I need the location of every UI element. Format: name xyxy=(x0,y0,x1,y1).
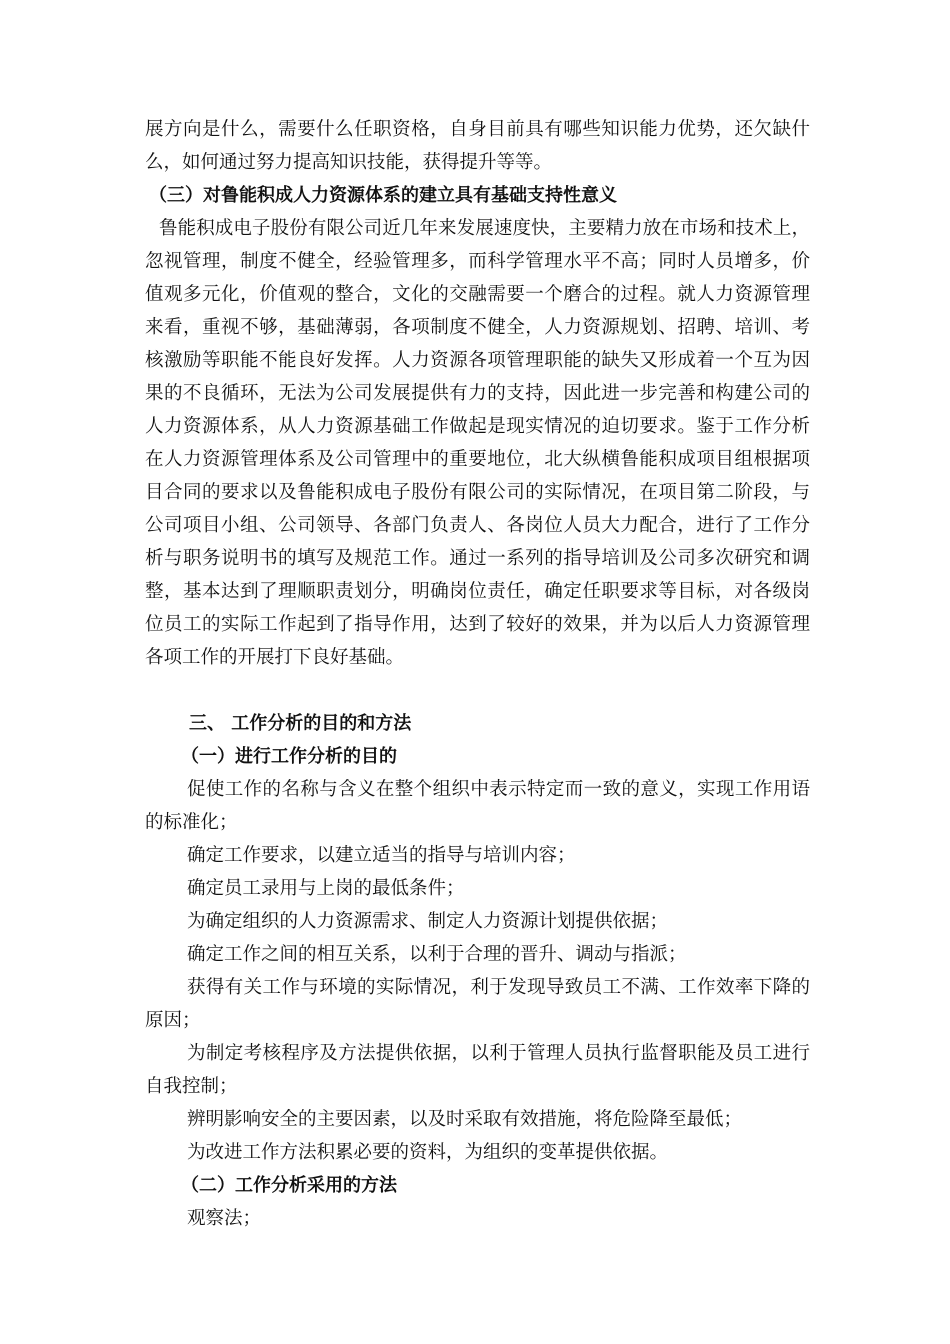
purpose-item: 促使工作的名称与含义在整个组织中表示特定而一致的意义，实现工作用语的标准化； xyxy=(145,779,810,833)
purpose-item: 为改进工作方法积累必要的资料，为组织的变革提供依据。 xyxy=(187,1142,669,1163)
purpose-item: 获得有关工作与环境的实际情况，利于发现导致员工不满、工作效率下降的原因； xyxy=(145,977,810,1031)
purpose-item: 为确定组织的人力资源需求、制定人力资源计划提供依据； xyxy=(187,911,669,932)
paragraph-career-development: 展方向是什么，需要什么任职资格，自身目前具有哪些知识能力优势，还欠缺什么，如何通过努力提高知识技能，获得提升等等。 xyxy=(145,119,810,173)
subheading-methods: （二）工作分析采用的方法 xyxy=(181,1175,397,1196)
subheading-purpose: （一）进行工作分析的目的 xyxy=(181,746,397,767)
purpose-item: 确定工作要求，以建立适当的指导与培训内容； xyxy=(187,845,576,866)
purpose-item: 确定员工录用与上岗的最低条件； xyxy=(187,878,465,899)
purpose-item: 为制定考核程序及方法提供依据，以利于管理人员执行监督职能及员工进行自我控制； xyxy=(145,1043,810,1097)
paragraph-luneng-background: 鲁能积成电子股份有限公司近几年来发展速度快，主要精力放在市场和技术上，忽视管理，制度不健全，经验管理多，而科学管理水平不高；同时人员增多，价值观多元化，价值观的整合，文化的交融需要一个磨合的过程。就人力资源管理来看，重视不够，基础薄弱，各项制度不健全，人力资源规划、招聘、培训、考核激励等职能不能良好发挥。人力资源各项管理职能的缺失又形成着一个互为因果的不良循环，无法为公司发展提供有力的支持，因此进一步完善和构建公司的人力资源体系，从人力资源基础工作做起是现实情况的迫切要求。鉴于工作分析在人力资源管理体系及公司管理中的重要地位，北大纵横鲁能积成项目组根据项目合同的要求以及鲁能积成电子股份有限公司的实际情况，在项目第二阶段，与公司项目小组、公司领导、各部门负责人、各岗位人员大力配合，进行了工作分析与职务说明书的填写及规范工作。通过一系列的指导培训及公司多次研究和调整，基本达到了理顺职责划分，明确岗位责任，确定任职要求等目标，对各级岗位员工的实际工作起到了指导作用，达到了较好的效果，并为以后人力资源管理各项工作的开展打下良好基础。 xyxy=(145,218,810,668)
spacer xyxy=(145,674,810,707)
section-title-purpose-method: 三、 工作分析的目的和方法 xyxy=(189,713,412,734)
purpose-item: 辨明影响安全的主要因素，以及时采取有效措施，将危险降至最低； xyxy=(187,1109,743,1130)
method-item: 观察法； xyxy=(187,1208,262,1229)
document-body xyxy=(145,113,810,1235)
subheading-luneng-significance: （三）对鲁能积成人力资源体系的建立具有基础支持性意义 xyxy=(149,185,617,206)
purpose-item: 确定工作之间的相互关系，以利于合理的晋升、调动与指派； xyxy=(187,944,687,965)
